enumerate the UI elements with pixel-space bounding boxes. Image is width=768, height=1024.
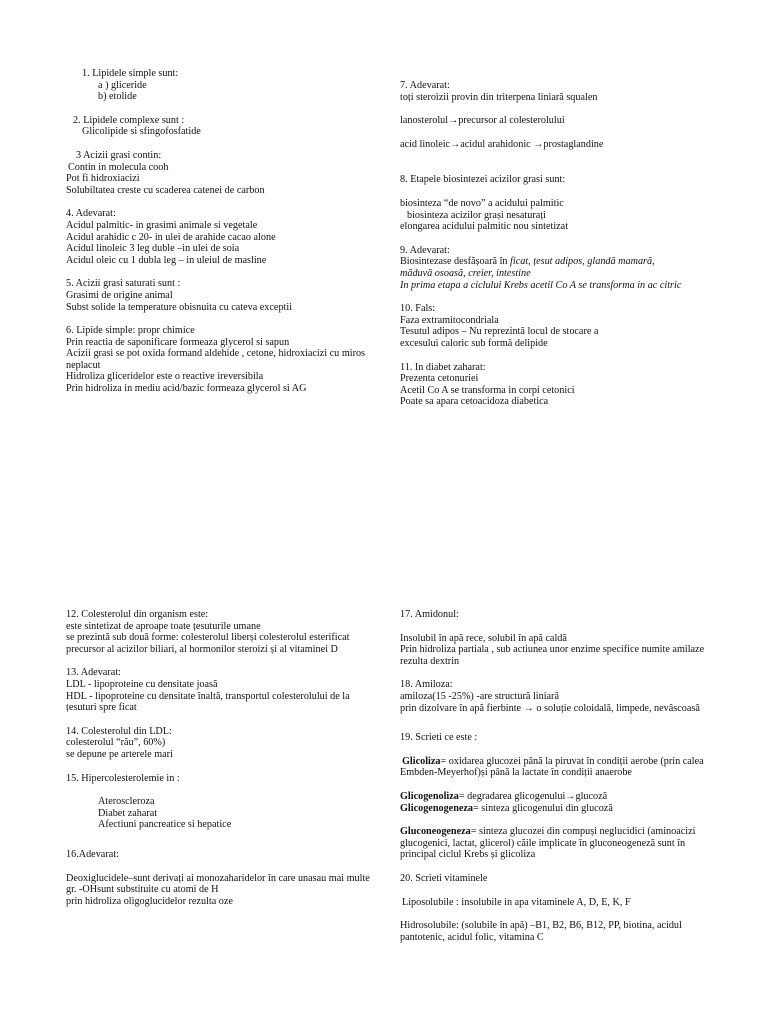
section-4	[66, 208, 376, 266]
section-title: 9. Adevarat:	[400, 244, 450, 256]
list-item: Pot fi hidroxiacizi	[66, 173, 140, 185]
list-item: lanosterolul→precursor al colesterolului	[400, 115, 565, 127]
list-item: este sintetizat de aproape toate țesuturile umane	[66, 620, 261, 632]
section-title: 11. In diabet zaharat:	[400, 361, 486, 373]
section-title: 3 Acizii grasi contin:	[76, 149, 162, 161]
section-16	[66, 849, 376, 907]
list-item: Grasimi de origine animal	[66, 289, 173, 301]
section-title: 2. Lipidele complexe sunt :	[73, 114, 185, 126]
section-title: 4. Adevarat:	[66, 208, 116, 220]
section-title: 19. Scrieti ce este :	[400, 732, 478, 744]
list-item: HDL - lipoproteine cu densitate înaltă, transportul colesterolului de la țesuturi spre ficat	[66, 690, 350, 714]
list-item: Afectiuni pancreatice si hepatice	[98, 819, 232, 831]
section-title: 5. Acizii grasi saturati sunt :	[66, 278, 181, 290]
definition-glicoliza	[400, 756, 710, 779]
list-item: Deoxiglucidele–sunt derivați ai monozaharidelor în care unasau mai multe	[66, 872, 370, 884]
list-item: Tesutul adipos – Nu reprezintă locul de stocare a	[400, 326, 599, 338]
list-item: Acidul oleic cu 1 dubla leg – in uleiul de masline	[66, 254, 267, 266]
section-20	[400, 873, 710, 943]
list-item: Hidrosolubile: (solubile în apă) –B1, B2, B6, B12, PP, biotina, acidul pantotenic, acidul folic, vitamina C	[400, 920, 682, 943]
section-title: 13. Adevarat:	[66, 667, 121, 679]
section-title: 18. Amiloza:	[400, 679, 453, 691]
list-item: Acetil Co A se transforma in corpi cetonici	[400, 384, 575, 396]
section-title: 16.Adevarat:	[66, 848, 119, 860]
list-item: Acidul palmitic- in grasimi animale si vegetale	[66, 219, 258, 231]
term: Glicoliza	[402, 755, 441, 767]
section-10	[400, 303, 690, 349]
list-item: Subst solide la temperature obisnuita cu cateva exceptii	[66, 301, 293, 313]
column-bottom-left	[66, 609, 376, 907]
section-title: 10. Fals:	[400, 303, 436, 315]
list-item: Prin hidroliza in mediu acid/bazic formeaza glycerol si AG	[66, 383, 307, 395]
section-15	[66, 773, 376, 831]
section-5	[66, 278, 376, 313]
term: Gluconeogeneza	[400, 826, 471, 838]
list-item: LDL - lipoproteine cu densitate joasă	[66, 678, 218, 690]
list-item: Acidul linoleic 3 leg duble –in ulei de soia	[66, 243, 240, 255]
list-item: Liposolubile : insolubile in apa vitaminele A, D, E, K, F	[402, 896, 631, 908]
list-item: se prezintă sub două forme: colesterolul liberși colesterolul esterificat	[66, 632, 350, 644]
section-18	[400, 679, 710, 714]
section-6	[66, 325, 376, 395]
definition-gluconeogeneza	[400, 826, 710, 861]
list-item	[400, 256, 690, 268]
definition: = sinteza glicogenului din glucoză	[473, 802, 613, 814]
text-run: Biosintezase desfășoară în	[400, 256, 511, 268]
section-title: 15. Hipercolesterolemie in :	[66, 772, 180, 784]
list-item: Faza extramitocondriala	[400, 314, 499, 326]
section-title: 20. Scrieti vitaminele	[400, 872, 488, 884]
list-item: Diabet zaharat	[98, 807, 158, 819]
list-item: elongarea acidului palmitic nou sintetizat	[400, 221, 569, 233]
column-top-right	[400, 80, 690, 408]
section-3	[66, 150, 376, 196]
section-title: 1. Lipidele simple sunt:	[82, 68, 179, 79]
list-item: Acizii grasi se pot oxida formand aldehide , cetone, hidroxiacizi cu miros neplacut	[66, 348, 366, 371]
list-item: Hidroliza gliceridelor este o reactive ireversibila	[66, 371, 264, 383]
section-7	[400, 80, 690, 150]
term: Glicogenoliza	[400, 790, 459, 802]
section-title: 14. Colesterolul din LDL:	[66, 725, 172, 737]
list-item: Solubiltatea creste cu scaderea catenei de carbon	[66, 184, 265, 196]
section-11	[400, 362, 690, 408]
list-item: Acidul arahidic c 20- in ulei de arahide cacao alone	[66, 231, 276, 243]
list-item: biosinteza acizilor grași nesaturați	[407, 209, 546, 221]
list-item: Contin in molecula cooh	[68, 161, 169, 173]
list-item: excesului caloric sub formă delipide	[400, 337, 548, 349]
list-item: măduvă osoasă, creier, intestine	[400, 267, 531, 279]
section-19	[400, 732, 710, 861]
list-item: Prin reactia de saponificare formeaza glycerol si sapun	[66, 336, 290, 348]
section-9	[400, 245, 690, 291]
section-12	[66, 609, 376, 655]
section-title: 7. Adevarat:	[400, 80, 450, 91]
definition-glicogenoliza	[400, 791, 710, 803]
section-title: 17. Amidonul:	[400, 609, 459, 620]
definition: = oxidarea glucozei până la piruvat în condiții aerobe (prin calea Embden-Meyerhof)și până la lactate în condiții anaerobe	[400, 755, 704, 779]
column-bottom-right	[400, 609, 710, 943]
text-run: ficat, țesut adipos, glandă mamară,	[510, 256, 655, 268]
list-item: amiloza(15 -25%) -are structură liniară	[400, 690, 559, 702]
list-item: b) etolide	[98, 91, 137, 103]
section-2	[66, 115, 376, 138]
list-item: prin hidroliza oligoglucidelor rezulta oze	[66, 895, 233, 907]
definition: = degradarea glicogenului→glucoză	[458, 790, 608, 802]
list-item: se depune pe arterele mari	[66, 748, 173, 760]
list-item: gr. -OHsunt substituite cu atomi de H	[66, 884, 219, 896]
list-item: prin dizolvare în apă fierbinte → o soluție coloidală, limpede, nevâscoasă	[400, 702, 700, 714]
section-17	[400, 609, 710, 667]
list-item: Prin hidroliza partiala , sub actiunea unor enzime specifice numite amilaze rezulta dextrin	[400, 644, 705, 667]
list-item: toți steroizii provin din triterpena liniară squalen	[400, 91, 598, 103]
list-item: In prima etapa a ciclului Krebs acetil Co A se transforma in ac citric	[400, 279, 682, 291]
section-13	[66, 667, 376, 713]
term: Glicogenogeneza	[400, 802, 473, 814]
section-title: 8. Etapele biosintezei acizilor grasi sunt:	[400, 174, 566, 186]
column-top-left	[66, 68, 376, 395]
section-title: 12. Colesterolul din organism este:	[66, 609, 209, 620]
section-8	[400, 174, 690, 232]
list-item: biosinteza “de novo” a acidului palmitic	[400, 197, 564, 209]
list-item: Insolubil în apă rece, solubil în apă caldă	[400, 632, 567, 644]
list-item: a ) gliceride	[98, 79, 147, 91]
list-item: precursor al acizilor biliari, al hormonilor steroizi și al vitaminei D	[66, 643, 338, 655]
list-item: colesterolul “rău”, 60%)	[66, 737, 166, 749]
section-1	[66, 68, 376, 103]
definition-glicogenogeneza	[400, 803, 710, 815]
list-item: Poate sa apara cetoacidoza diabetica	[400, 396, 549, 408]
list-item: acid linoleic→acidul arahidonic →prostaglandine	[400, 138, 604, 150]
section-title: 6. Lipide simple: propr chimice	[66, 325, 195, 337]
list-item: Glicolipide si sfingofosfatide	[82, 126, 201, 138]
list-item: Ateroscleroza	[98, 796, 155, 808]
section-14	[66, 726, 376, 761]
list-item: Prezenta cetonuriei	[400, 373, 479, 385]
definition: = sinteza glucozei din compuși neglucidici (aminoacizi glucogenici, lactat, glicerol) căile implicate în gluconeogeneză sunt în principal ciclul Krebs și glicoliza	[400, 826, 696, 861]
